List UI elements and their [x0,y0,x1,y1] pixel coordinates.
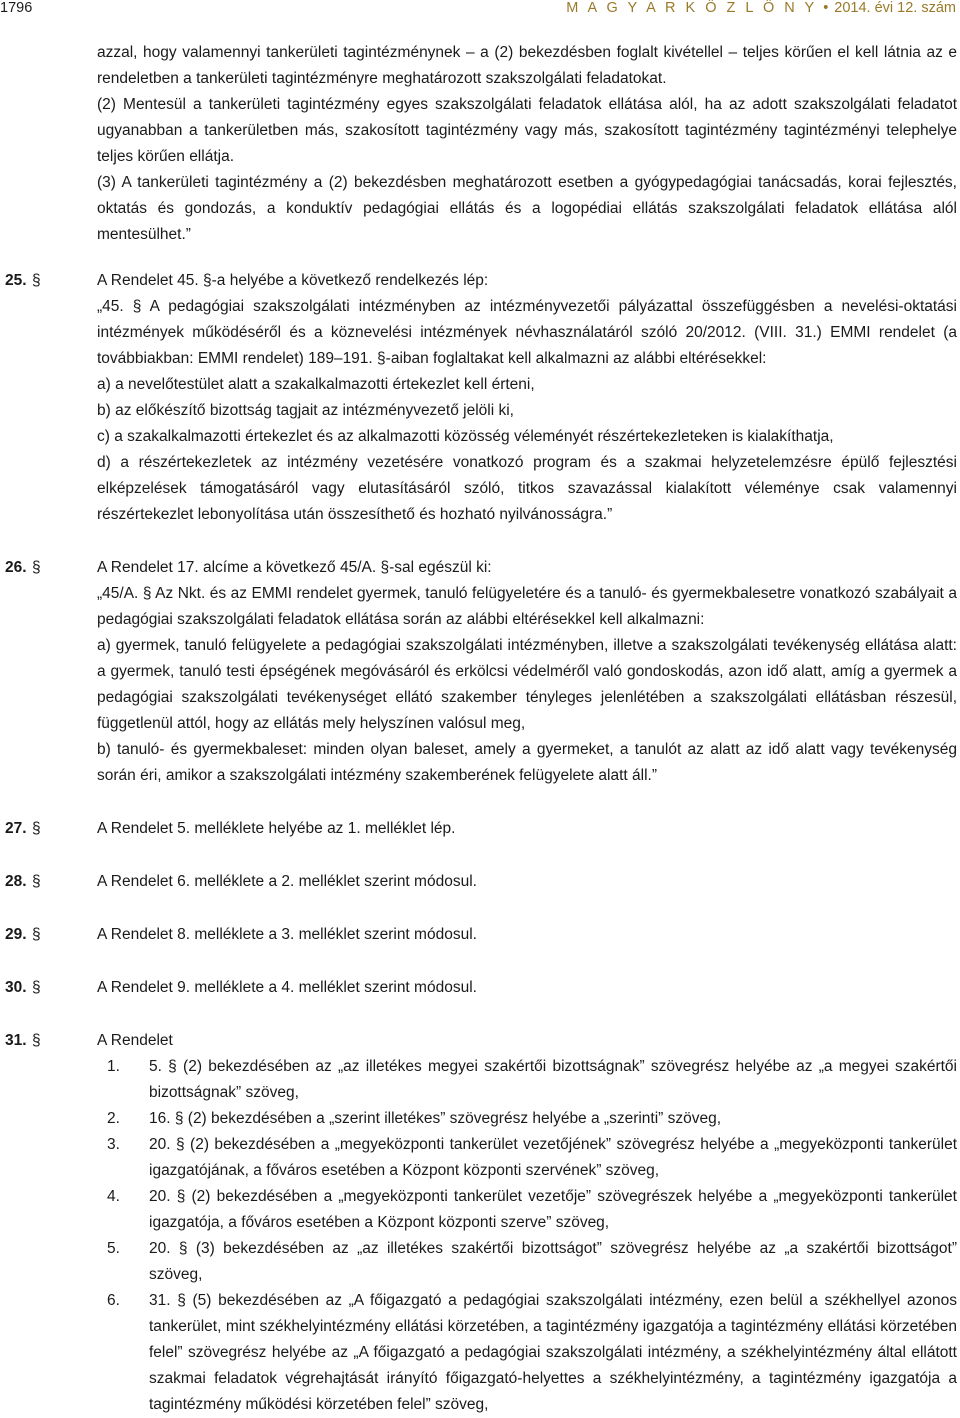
section-25 [5,268,957,528]
journal-title [566,0,956,16]
section-text: „45/A. § Az Nkt. és az EMMI rendelet gyermek, tanuló felügyeletére és a tanuló- és gyermekbalesetre vonatkozó szabályait a pedagógiai szakszolgálati feladatok ellátása során az alábbi eltérésekkel kell alkalmazni: [97,585,957,628]
section-text: a) gyermek, tanuló felügyelete a pedagógiai szakszolgálati intézményben, illetve a szakszolgálati tevékenység ellátása alatt: a gyermek, tanuló testi épségének megóvásáról és erkölcsi védelméről való gondoskodás, azon idő alatt, amíg a gyermek a pedagógiai szakszolgálati tevékenységet ellátó szakember tényleges jelenlétében a szakszolgálati ellátásban részesül, függetlenül attól, hogy az ellátás mely helyszínen valósul meg, [97,637,957,732]
section-27 [5,816,957,842]
section-number: 31. [5,1032,27,1049]
section-lead: A Rendelet 17. alcíme a következő 45/A. §-sal egészül ki: [97,559,492,576]
document-body [5,40,957,1418]
section-28 [5,869,957,895]
section-31 [5,1028,957,1418]
list-item [97,1236,957,1288]
section-lead: A Rendelet 45. §-a helyébe a következő rendelkezés lép: [97,272,489,289]
list-item-number: 5. [107,1240,120,1257]
section-number: 26. [5,559,27,576]
page-header [0,0,960,22]
list-item [97,1184,957,1236]
list-item-number: 4. [107,1188,120,1205]
section-text: a) a nevelőtestület alatt a szakalkalmazotti értekezlet kell érteni, [97,376,535,393]
section-text: c) a szakalkalmazotti értekezlet és az alkalmazotti közösség véleményét részértekezleteken is kialakíthatja, [97,428,834,445]
paragraph-sign: § [32,272,41,289]
section-29 [5,922,957,948]
list-item [97,1054,957,1106]
section-lead: A Rendelet 5. melléklete helyébe az 1. melléklet lép. [97,820,456,837]
list-item-text: 16. § (2) bekezdésében a „szerint illetékes” szövegrész helyébe a „szerinti” szöveg, [149,1110,722,1127]
intro-paragraph-1: azzal, hogy valamennyi tankerületi tagintézménynek – a (2) bekezdésben foglalt kivétellel – teljes körűen el kell látnia az e rendeletben a tankerületi tagintézményre meghatározott szakszolgálati feladatokat. [97,44,957,87]
section-text: b) az előkészítő bizottság tagjait az intézményvezető jelöli ki, [97,402,514,419]
section-lead: A Rendelet 8. melléklete a 3. melléklet szerint módosul. [97,926,477,943]
section-lead: A Rendelet [97,1032,173,1049]
paragraph-sign: § [32,820,41,837]
paragraph-sign: § [32,979,41,996]
list-item-number: 3. [107,1136,120,1153]
list-item-number: 2. [107,1110,120,1127]
section-26 [5,555,957,789]
paragraph-sign: § [32,1032,41,1049]
section-text: „45. § A pedagógiai szakszolgálati intézményben az intézményvezetői pályázattal összefüggésben a nevelési-oktatási intézmények működéséről és a köznevelési intézmények névhasználatáról szóló 20/2012. (VIII. 31.) EMMI rendelet (a továbbiakban: EMMI rendelet) 189–191. §-aiban foglaltakat kell alkalmazni az alábbi eltérésekkel: [97,298,957,367]
separator-dot: • [823,0,829,16]
section-number: 29. [5,926,27,943]
section-lead: A Rendelet 9. melléklete a 4. melléklet szerint módosul. [97,979,477,996]
list-item-text: 31. § (5) bekezdésében az „A főigazgató a pedagógiai szakszolgálati intézmény, ezen belül a székhellyel azonos tankerület, mint székhelyintézmény ellátási körzetében, a tagintézmény igazgatója a tagintézmény ellátási körzetében felel” szövegrész helyébe az „A főigazgató a pedagógiai szakszolgálati intézmény, a székhelyintézmény által ellátott szakmai feladatok végrehajtását irányító főigazgató-helyettes a székhelyintézmény, a tagintézmény igazgatója a tagintézmény működési körzetében felel” szöveg, [149,1292,957,1413]
section-lead: A Rendelet 6. melléklete a 2. melléklet szerint módosul. [97,873,477,890]
list-item-number: 1. [107,1058,120,1075]
intro-paragraph-3: (3) A tankerületi tagintézmény a (2) bekezdésben meghatározott esetben a gyógypedagógiai tanácsadás, korai fejlesztés, oktatás és gondozás, a konduktív pedagógiai ellátás és a logopédiai ellátás szakszolgálati feladatok ellátása alól mentesülhet.” [97,174,957,243]
list-item-text: 5. § (2) bekezdésében az „az illetékes megyei szakértői bizottságnak” szövegrész helyébe az „a megyei szakértői bizottságnak” szöveg, [149,1058,957,1101]
section-number: 28. [5,873,27,890]
section-number: 27. [5,820,27,837]
list-item-text: 20. § (2) bekezdésében a „megyeközponti tankerület vezetője” szövegrészek helyébe a „megyeközponti tankerület igazgatója, a főváros esetében a Központ központi szerve” szöveg, [149,1188,957,1231]
list-item-text: 20. § (3) bekezdésében az „az illetékes szakértői bizottságot” szövegrész helyébe az „a szakértői bizottságot” szöveg, [149,1240,957,1283]
issue-label: 2014. évi 12. szám [834,0,956,16]
intro-paragraph-2: (2) Mentesül a tankerületi tagintézmény egyes szakszolgálati feladatok ellátása alól, ha az adott szakszolgálati feladatot ugyanabban a tankerületben más, szakosított tagintézmény vagy más, szakosított tagintézmény tagintézményi telephelye teljes körűen ellátja. [97,96,957,165]
list-item [97,1132,957,1184]
list-item-text: 20. § (2) bekezdésében a „megyeközponti tankerület vezetőjének” szövegrész helyébe a „megyeközponti tankerület igazgatójának, a főváros esetében a Központ központi szervének” szöveg, [149,1136,957,1179]
list-item [97,1106,957,1132]
paragraph-sign: § [32,926,41,943]
section-number: 25. [5,272,27,289]
section-number: 30. [5,979,27,996]
section-text: b) tanuló- és gyermekbaleset: minden olyan baleset, amely a gyermeket, a tanulót az alatt az idő alatt vagy tevékenység során éri, amikor a szakszolgálati intézmény szakemberének felügyelete alatt áll.” [97,741,957,784]
list-item-number: 6. [107,1292,120,1309]
paragraph-sign: § [32,559,41,576]
section-30 [5,975,957,1001]
journal-name: M A G Y A R K Ö Z L Ö N Y [566,0,818,16]
list-item [97,1288,957,1418]
paragraph-sign: § [32,873,41,890]
page-number: 1796 [0,0,33,16]
section-text: d) a részértekezletek az intézmény vezetésére vonatkozó program és a szakmai helyzetelemzésre épülő fejlesztési elképzelések támogatásáról vagy elutasításáról szóló, titkos szavazással kialakított véleménye csak valamennyi részértekezlet lebonyolítása után összesíthető és hozható nyilvánosságra.” [97,454,957,523]
